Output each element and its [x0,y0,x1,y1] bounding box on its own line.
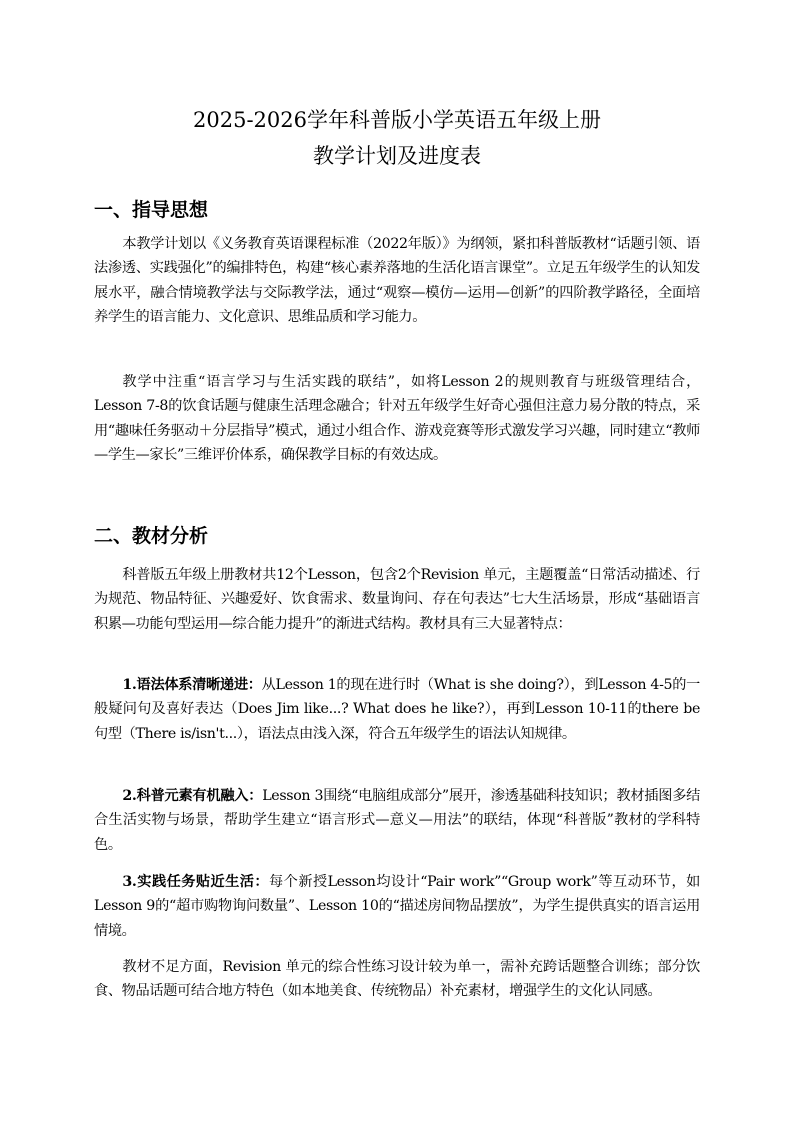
feature-point-text: Lesson 3围绕“电脑组成部分”展开，渗透基础科技知识；教材插图多结合生活实物与场景，帮助学生建立“语言形式—意义—用法”的联结，体现“科普版”教材的学科特色。 [94,788,700,853]
feature-point-3 [94,870,700,943]
paragraph: 本教学计划以《义务教育英语课程标准（2022年版）》为纲领，紧扣科普版教材“话题引领、语法渗透、实践强化”的编排特色，构建“核心素养落地的生活化语言课堂”。立足五年级学生的认知发展水平，融合情境教学法与交际教学法，通过“观察—模仿—运用—创新”的四阶教学路径，全面培养学生的语言能力、文化意识、思维品质和学习能力。 [94,236,700,325]
document-subtitle: 教学计划及进度表 [313,144,481,168]
section-heading-guiding-ideology: 一、指导思想 [94,199,209,221]
feature-point-2 [94,784,700,857]
feature-point-lead: 3.实践任务贴近生活： [122,874,270,890]
feature-point-text: 从Lesson 1的现在进行时（What is she doing?），到Lesson 4-5的一般疑问句及喜好表达（Does Jim like...? What does he like?），再到Lesson 10-11的there be句型（There is/isn't...），语法点由浅入深，符合五年级学生的语法认知规律。 [94,677,700,742]
feature-point-1 [94,673,700,746]
document-title: 2025-2026学年科普版小学英语五年级上册 [193,108,601,132]
paragraph: 教学中注重“语言学习与生活实践的联结”，如将Lesson 2的规则教育与班级管理结合，Lesson 7-8的饮食话题与健康生活理念融合；针对五年级学生好奇心强但注意力易分散的特点，采用“趣味任务驱动＋分层指导”模式，通过小组合作、游戏竞赛等形式激发学习兴趣，同时建立“教师—学生—家长”三维评价体系，确保教学目标的有效达成。 [94,374,700,463]
section-heading-textbook-analysis: 二、教材分析 [94,525,209,547]
feature-point-lead: 1.语法体系清晰递进： [122,677,262,693]
feature-point-text: 每个新授Lesson均设计“Pair work”“Group work”等互动环节，如Lesson 9的“超市购物询问数量”、Lesson 10的“描述房间物品摆放”，为学生提供真实的语言运用情境。 [94,874,701,939]
feature-point-lead: 2.科普元素有机融入： [122,788,263,804]
paragraph: 教材不足方面，Revision 单元的综合性练习设计较为单一，需补充跨话题整合训练；部分饮食、物品话题可结合地方特色（如本地美食、传统物品）补充素材，增强学生的文化认同感。 [94,959,700,1000]
paragraph: 科普版五年级上册教材共12个Lesson，包含2个Revision 单元，主题覆盖“日常活动描述、行为规范、物品特征、兴趣爱好、饮食需求、数量询问、存在句表达”七大生活场景，形成“基础语言积累—功能句型运用—综合能力提升”的渐进式结构。教材具有三大显著特点： [94,567,700,632]
